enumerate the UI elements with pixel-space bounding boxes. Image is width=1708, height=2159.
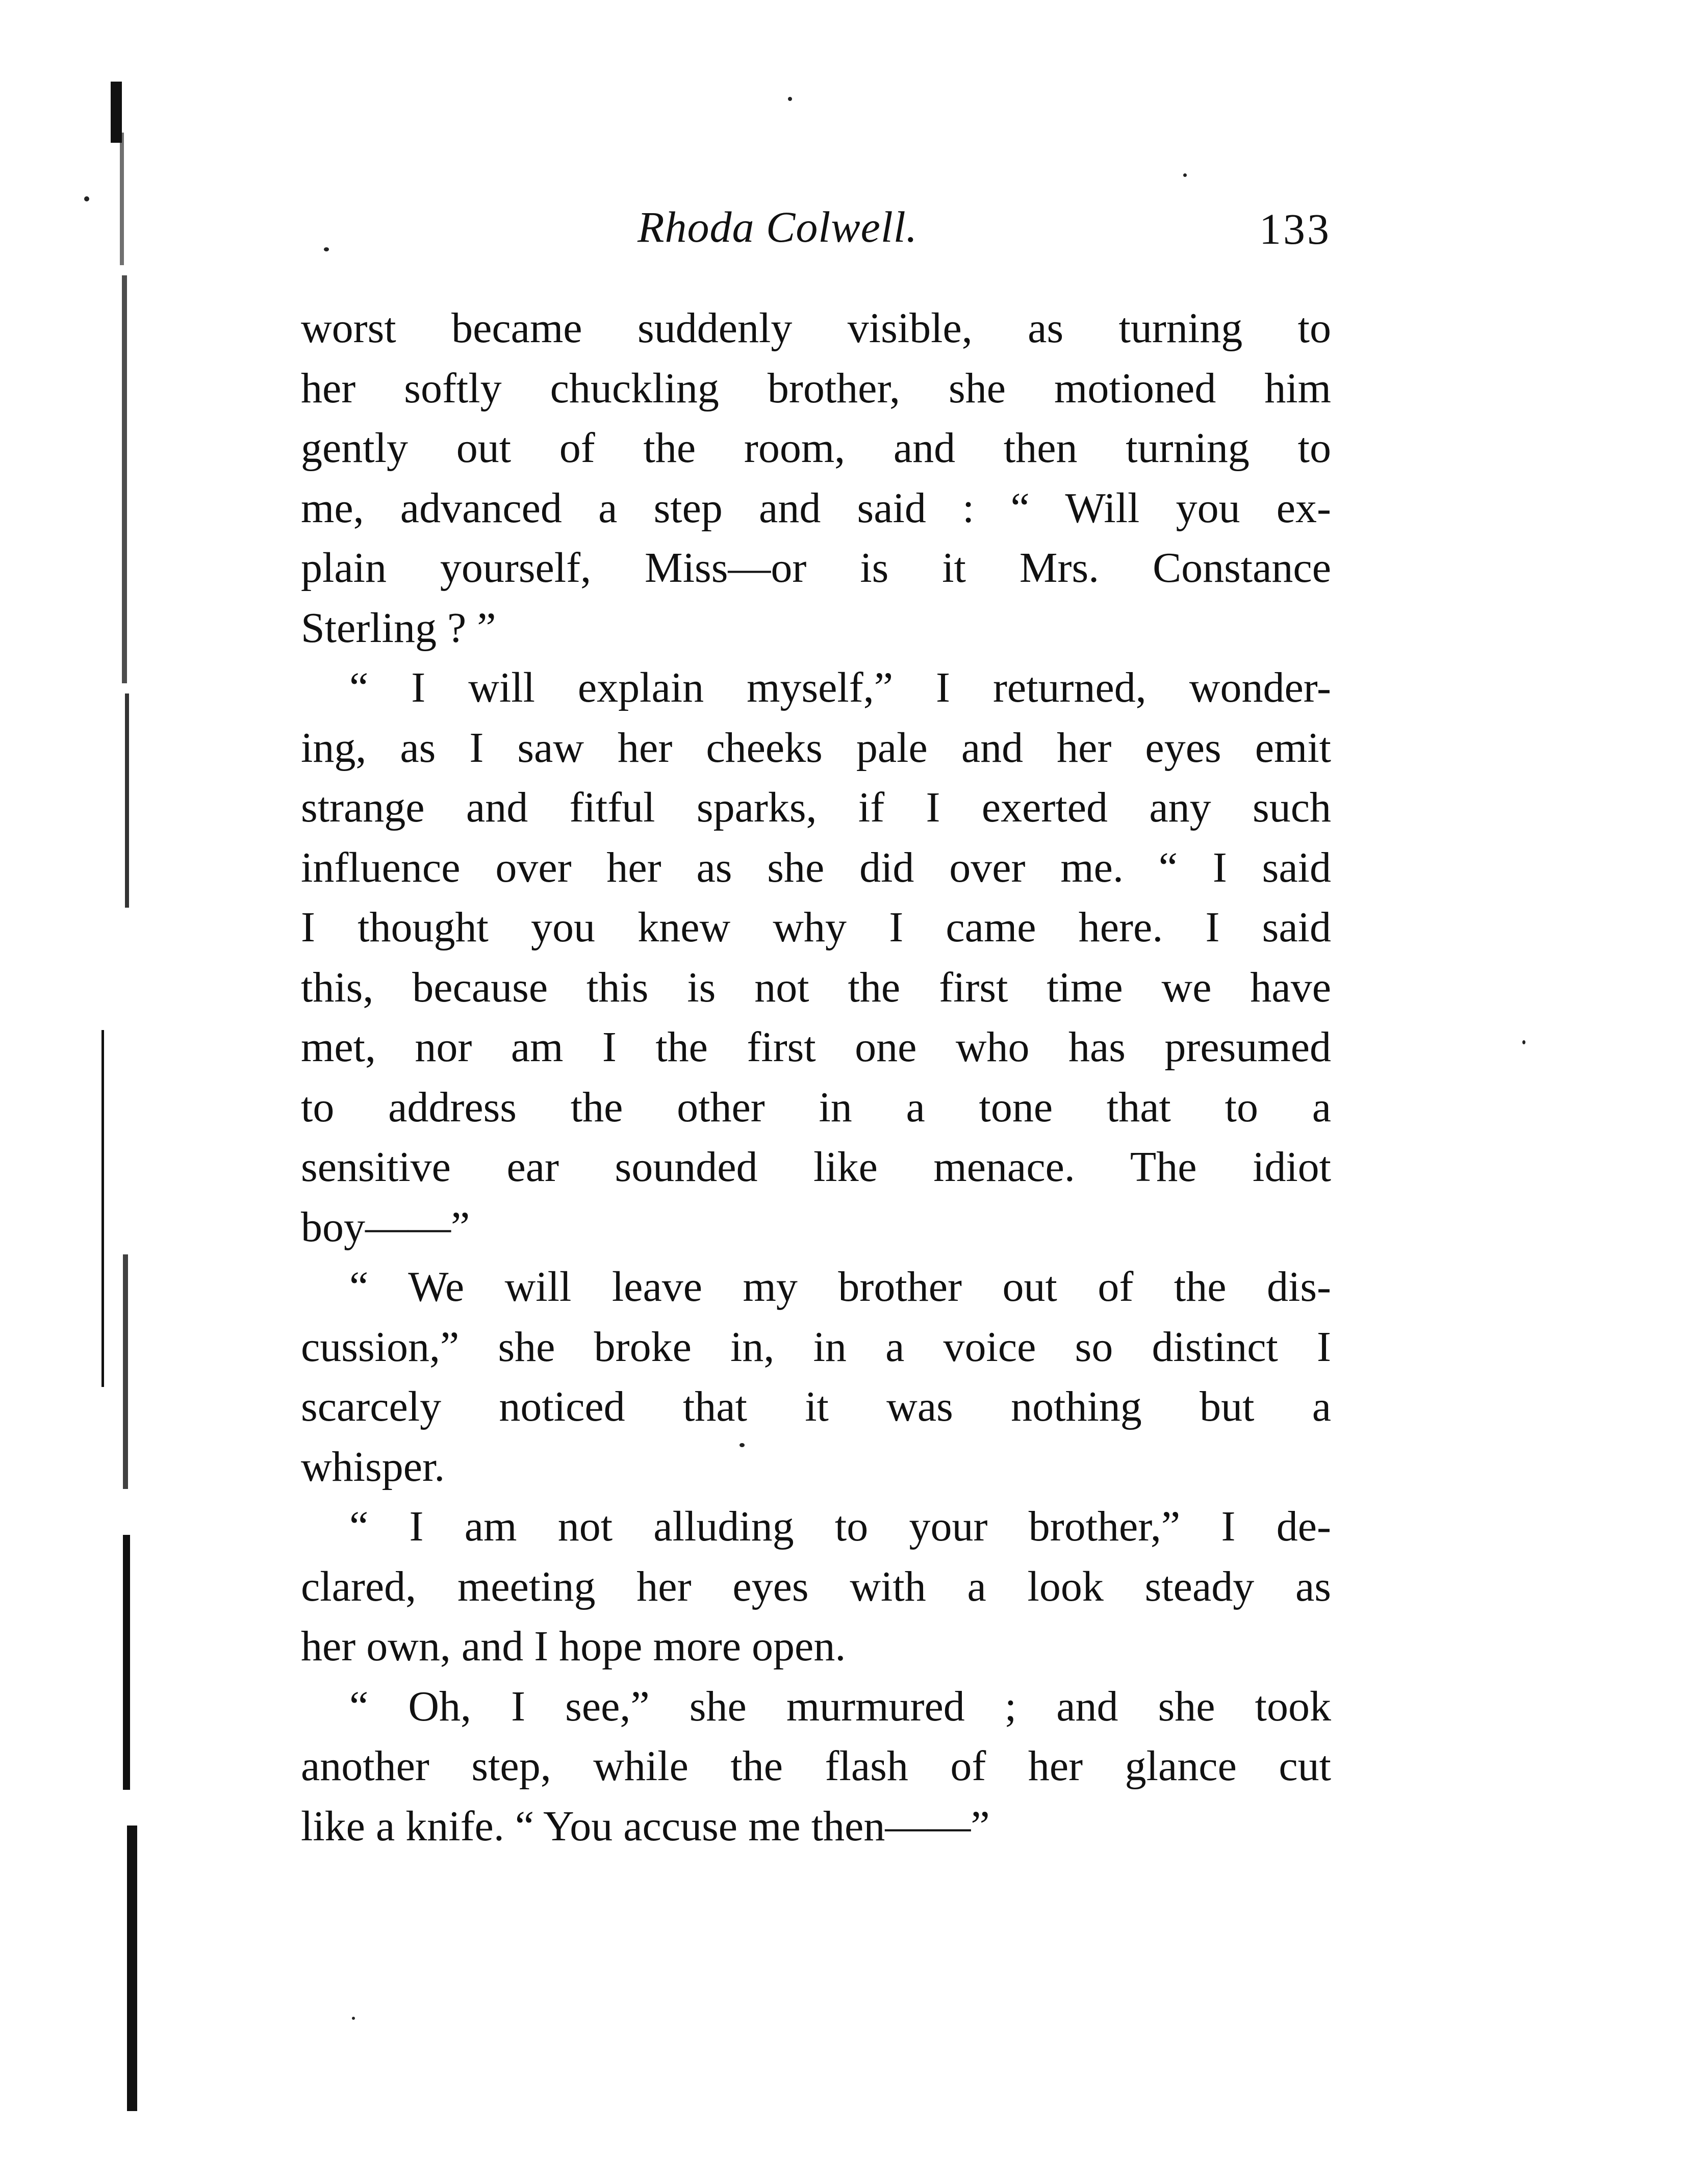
text-line: sensitive ear sounded like menace. The idiot (301, 1143, 1331, 1191)
text-line: Sterling ? ” (301, 604, 496, 652)
text-line: strange and fitful sparks, if I exerted any such (301, 784, 1331, 831)
text-line: clared, meeting her eyes with a look steady as (301, 1562, 1331, 1610)
text-line: I thought you knew why I came here. I said (301, 904, 1331, 951)
text-line: to address the other in a tone that to a (301, 1083, 1331, 1131)
text-line: this, because this is not the first time we have (301, 963, 1331, 1011)
binding-edge-shadow (105, 82, 150, 2096)
text-line: boy——” (301, 1203, 470, 1251)
text-line: another step, while the flash of her glance cut (301, 1742, 1331, 1790)
text-line: worst became suddenly visible, as turning to (301, 304, 1331, 352)
paragraph (301, 1677, 1331, 1857)
paragraph (301, 1257, 1331, 1497)
running-title: Rhoda Colwell. (638, 202, 918, 251)
text-line: “ Oh, I see,” she murmured ; and she took (349, 1682, 1331, 1730)
text-line: “ I am not alluding to your brother,” I de- (349, 1503, 1331, 1550)
text-line: cussion,” she broke in, in a voice so distinct I (301, 1323, 1331, 1371)
text-line: plain yourself, Miss—or is it Mrs. Constance (301, 544, 1331, 592)
paragraph (301, 1497, 1331, 1677)
text-line: like a knife. “ You accuse me then——” (301, 1802, 990, 1850)
text-line: her softly chuckling brother, she motioned him (301, 364, 1331, 412)
body-text (301, 298, 1331, 1856)
running-header (301, 201, 1331, 268)
text-line: me, advanced a step and said : “ Will you ex- (301, 484, 1331, 532)
page-number: 133 (1259, 204, 1331, 253)
text-line: her own, and I hope more open. (301, 1623, 846, 1670)
paragraph (301, 658, 1331, 1257)
text-line: met, nor am I the first one who has presumed (301, 1023, 1331, 1071)
text-line: whisper. (301, 1443, 445, 1490)
text-line: influence over her as she did over me. “ I said (301, 843, 1331, 891)
text-line: gently out of the room, and then turning to (301, 424, 1331, 472)
text-line: “ I will explain myself,” I returned, wonder- (349, 664, 1331, 711)
paragraph (301, 298, 1331, 658)
text-line: scarcely noticed that it was nothing but a (301, 1383, 1331, 1430)
text-line: ing, as I saw her cheeks pale and her eyes emit (301, 724, 1331, 772)
text-line: “ We will leave my brother out of the dis- (349, 1263, 1331, 1310)
